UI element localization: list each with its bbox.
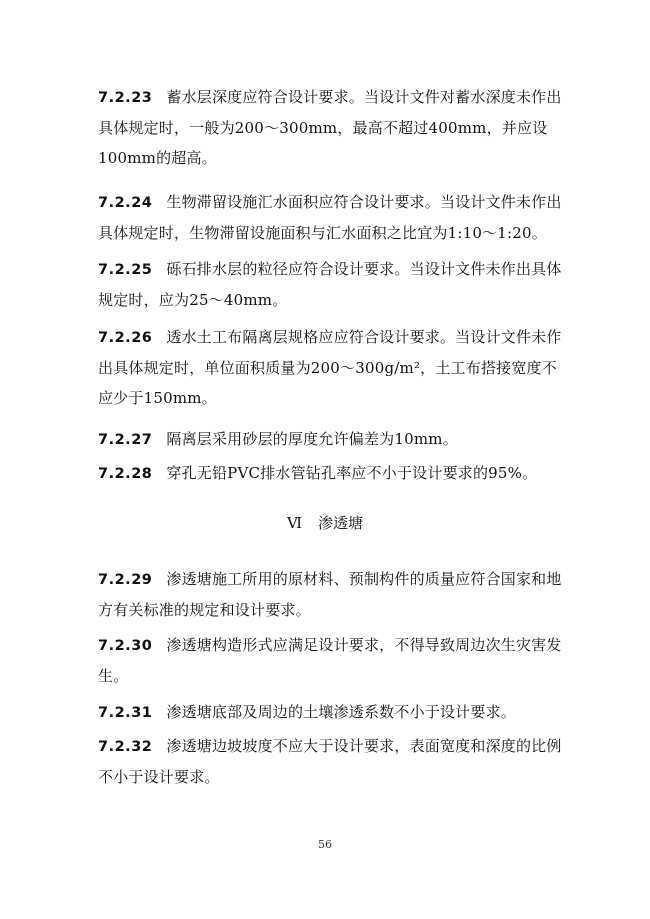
clause-7-2-30	[98, 630, 568, 691]
clause-7-2-27	[98, 424, 568, 455]
clause-7-2-32	[98, 731, 568, 792]
clause-text: 渗透塘底部及周边的土壤渗透系数不小于设计要求。	[166, 703, 516, 721]
clause-text: 砾石排水层的粒径应符合设计要求。当设计文件未作出具体规定时，应为25～40mm。	[98, 260, 562, 309]
clause-number: 7.2.24	[98, 195, 153, 211]
clause-7-2-25	[98, 254, 568, 315]
clause-number: 7.2.23	[98, 90, 153, 106]
section-heading	[0, 511, 650, 535]
clause-7-2-28	[98, 458, 568, 489]
clause-text: 生物滞留设施汇水面积应符合设计要求。当设计文件未作出具体规定时，生物滞留设施面积与汇水面积之比宜为1:10～1:20。	[98, 193, 562, 242]
clause-number: 7.2.29	[98, 572, 153, 588]
clause-text: 渗透塘施工所用的原材料、预制构件的质量应符合国家和地方有关标准的规定和设计要求。	[98, 570, 562, 619]
clause-7-2-24	[98, 187, 568, 248]
clause-7-2-31	[98, 697, 568, 728]
clause-text: 渗透塘边坡坡度不应大于设计要求，表面宽度和深度的比例不小于设计要求。	[98, 737, 562, 786]
clause-number: 7.2.25	[98, 262, 153, 278]
clause-text: 渗透塘构造形式应满足设计要求，不得导致周边次生灾害发生。	[98, 636, 562, 685]
clause-7-2-26	[98, 322, 568, 413]
section-title: 渗透塘	[318, 514, 364, 532]
page-number: 56	[318, 838, 332, 851]
clause-text: 透水土工布隔离层规格应应符合设计要求。当设计文件未作出具体规定时，单位面积质量为200～300g/m²，土工布搭接宽度不应少于150mm。	[98, 328, 562, 407]
clause-number: 7.2.26	[98, 330, 153, 346]
clause-number: 7.2.30	[98, 638, 153, 654]
clause-text: 隔离层采用砂层的厚度允许偏差为10mm。	[166, 430, 458, 448]
clause-number: 7.2.31	[98, 705, 153, 721]
clause-text: 穿孔无铅PVC排水管钻孔率应不小于设计要求的95%。	[166, 464, 538, 482]
clause-7-2-23	[98, 82, 568, 173]
clause-7-2-29	[98, 564, 568, 625]
clause-text: 蓄水层深度应符合设计要求。当设计文件对蓄水深度未作出具体规定时，一般为200～300mm，最高不超过400mm，并应设100mm的超高。	[98, 88, 562, 167]
clause-number: 7.2.27	[98, 432, 153, 448]
clause-number: 7.2.28	[98, 466, 153, 482]
clause-number: 7.2.32	[98, 739, 153, 755]
section-roman-numeral: Ⅵ	[286, 514, 303, 532]
